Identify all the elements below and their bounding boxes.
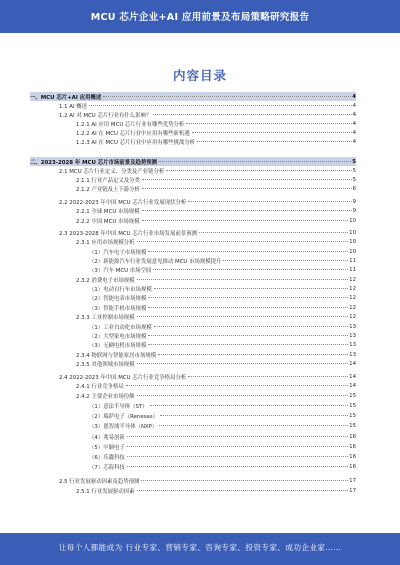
toc-entry[interactable]: 2.4.2 主要企业市场份额 15: [76, 392, 356, 400]
toc-entry[interactable]: 2.3.4 物联网与智能家居市场规模 13: [76, 351, 356, 359]
toc-entry[interactable]: （1）工业自动化市场规模 13: [89, 323, 356, 331]
toc-entry[interactable]: 2.4 2022-2023 年中国 MCU 芯片行业竞争格局分析 14: [59, 373, 356, 381]
toc-entry[interactable]: 2.5.1 行业发展驱动因素 17: [76, 487, 356, 495]
toc-entry[interactable]: （3）智能手机市场规模 12: [89, 304, 356, 312]
toc-entry[interactable]: 1.2.3 AI 在 MCU 芯片行业中应用有哪些挑战分析 4: [76, 138, 356, 146]
toc-entry[interactable]: （2）瑞萨电子（Renesas） 15: [89, 412, 356, 420]
toc-entry[interactable]: 1.2.1 AI 应用 MCU 芯片行业有哪些优势分析 4: [76, 120, 356, 128]
report-title: MCU 芯片企业+AI 应用前景及布局策略研究报告: [90, 12, 310, 23]
toc-entry[interactable]: 2.1.1 行业产品定义及分类 5: [76, 176, 356, 184]
footer-slogan: 让每个人都能成为 行业专家、营销专家、咨询专家、投资专家、成功企业家……: [58, 543, 342, 552]
toc-entry[interactable]: 2.3.1 应用市场规模分析 10: [76, 238, 356, 246]
toc-entry[interactable]: 2.2 2022-2023 年中国 MCU 芯片行业发展现状分析 9: [59, 198, 356, 206]
toc-entry[interactable]: （1）意法半导体（ST） 15: [89, 402, 356, 410]
toc-entry[interactable]: （1）汽车电子市场规模 10: [89, 248, 356, 256]
table-of-contents: [30, 92, 356, 518]
toc-entry[interactable]: 2.2.2 中国 MCU 市场规模 10: [76, 217, 356, 225]
toc-entry[interactable]: 2.3.5 其他领域市场规模 14: [76, 360, 356, 368]
toc-entry[interactable]: （3）无刷电机市场规模 13: [89, 341, 356, 349]
toc-entry[interactable]: （2）新能源汽车行业发展意见推动 MCU 市场规模提升 11: [89, 257, 356, 265]
toc-entry[interactable]: 一、MCU 芯片+AI 应用概述 4: [30, 93, 356, 101]
toc-entry[interactable]: 2.3 2023-2028 年中国 MCU 芯片行业市场发展前景预测 10: [59, 229, 356, 237]
toc-entry[interactable]: 二、2023-2028 年 MCU 芯片市场前景及趋势预测 5: [30, 158, 356, 166]
toc-entry[interactable]: （3）恩智浦半导体（NXP） 15: [89, 422, 356, 430]
toc-entry[interactable]: 2.1 MCU 芯片行业定义、分类及产业链分析 5: [59, 167, 356, 175]
toc-entry[interactable]: （6）乐鑫科技 16: [89, 453, 356, 461]
slogan-footer-banner: [0, 533, 400, 565]
toc-entry[interactable]: （2）大型家电市场规模 13: [89, 332, 356, 340]
report-header-banner: [0, 0, 400, 33]
toc-entry[interactable]: 2.3.3 工业控制市场规模 12: [76, 313, 356, 321]
toc-entry[interactable]: （3）汽车 MCU 市场空间 11: [89, 266, 356, 274]
toc-entry[interactable]: 2.2.1 全球 MCU 市场规模 9: [76, 207, 356, 215]
toc-entry[interactable]: （1）电动自行车市场规模 12: [89, 285, 356, 293]
toc-entry[interactable]: （5）中颖电子 16: [89, 443, 356, 451]
toc-entry[interactable]: 2.5 行业发展驱动因素及趋势预测 17: [59, 477, 356, 485]
toc-entry[interactable]: 1.1 AI 概述 4: [59, 102, 356, 110]
toc-entry[interactable]: （7）芯海科技 16: [89, 463, 356, 471]
toc-entry[interactable]: 2.1.2 产业链及上下游分析 6: [76, 185, 356, 193]
toc-entry[interactable]: 1.2.2 AI 在 MCU 芯片行业中应用有哪些新机遇 4: [76, 129, 356, 137]
toc-entry[interactable]: 2.4.1 行业竞争格局 14: [76, 382, 356, 390]
toc-heading: 内容目录: [172, 68, 227, 83]
toc-entry[interactable]: 1.2 AI 对 MCU 芯片行业有什么影响？ 4: [59, 111, 356, 119]
toc-entry[interactable]: （2）智能电表市场规模 12: [89, 294, 356, 302]
toc-entry[interactable]: （4）兆易创新 16: [89, 433, 356, 441]
toc-entry[interactable]: 2.3.2 消费电子市场规模 12: [76, 276, 356, 284]
